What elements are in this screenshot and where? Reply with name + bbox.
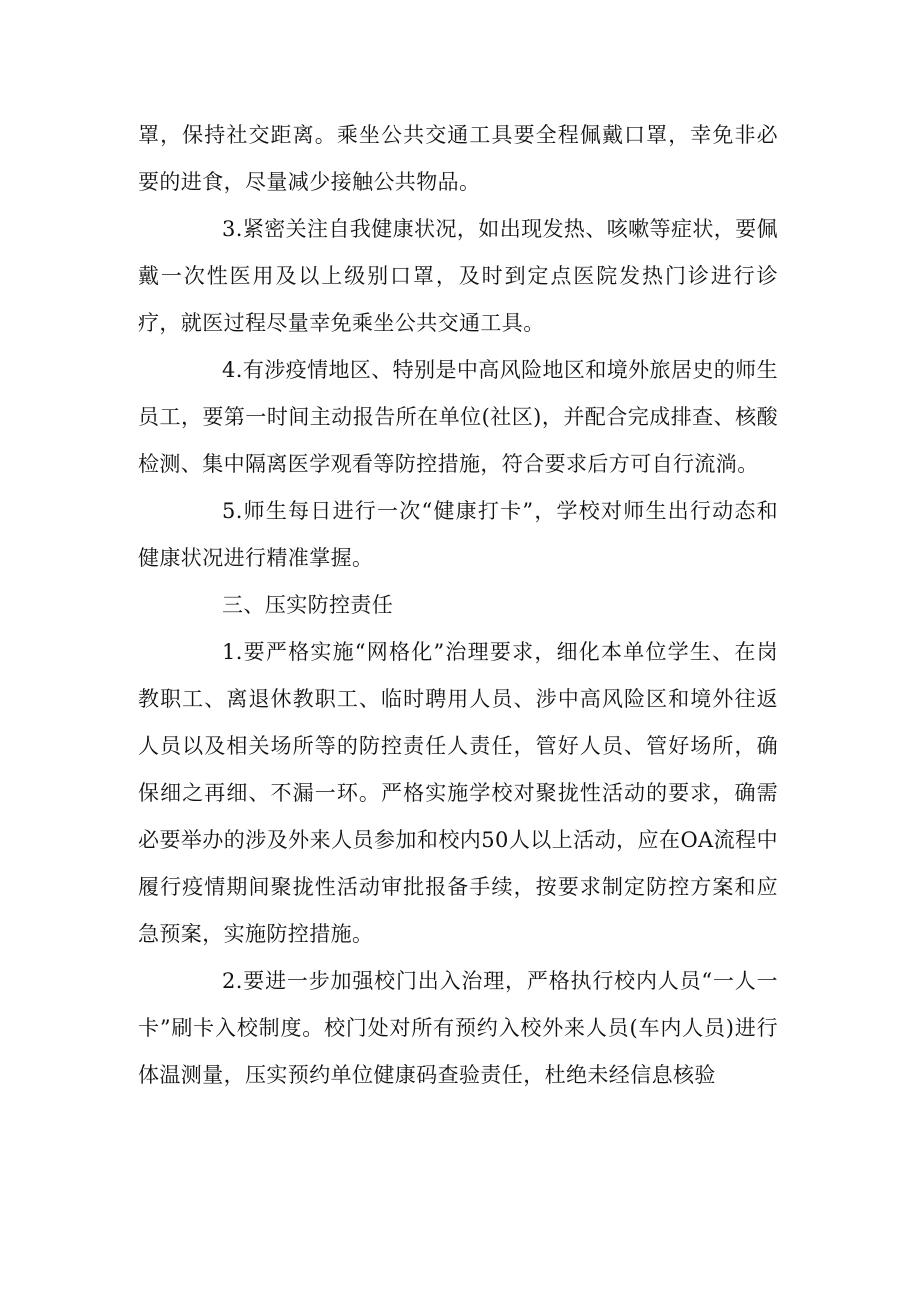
paragraph-item-4: 4.有涉疫情地区、特别是中高风险地区和境外旅居史的师生员工，要第一时间主动报告所在单位(社区)，并配合完成排查、核酸检测、集中隔离医学观看等防控措施，符合要求后方可自行流淌。 [138, 358, 778, 476]
paragraph-continuation: 罩，保持社交距离。乘坐公共交通工具要全程佩戴口罩，幸免非必要的进食，尽量减少接触公共物品。 [138, 123, 778, 194]
paragraph-section3-item-1: 1.要严格实施“网格化”治理要求，细化本单位学生、在岗教职工、离退休教职工、临时聘用人员、涉中高风险区和境外往返人员以及相关场所等的防控责任人责任，管好人员、管好场所，确保细之再细、不漏一环。严格实施学校对聚拢性活动的要求，确需必要举办的涉及外来人员参加和校内50人以上活动，应在OA流程中履行疫情期间聚拢性活动审批报备手续，按要求制定防控方案和应急预案，实施防控措施。 [138, 640, 778, 946]
paragraph-section3-item-2: 2.要进一步加强校门出入治理，严格执行校内人员“一人一卡”刷卡入校制度。校门处对所有预约入校外来人员(车内人员)进行体温测量，压实预约单位健康码查验责任，杜绝未经信息核验 [138, 969, 778, 1087]
paragraph-item-5: 5.师生每日进行一次“健康打卡”，学校对师生出行动态和健康状况进行精准掌握。 [138, 499, 778, 570]
document-body [138, 112, 778, 1099]
paragraph-item-3: 3.紧密关注自我健康状况，如出现发热、咳嗽等症状，要佩戴一次性医用及以上级别口罩，及时到定点医院发热门诊进行诊疗，就医过程尽量幸免乘坐公共交通工具。 [138, 217, 778, 335]
section-heading: 三、压实防控责任 [222, 593, 394, 617]
